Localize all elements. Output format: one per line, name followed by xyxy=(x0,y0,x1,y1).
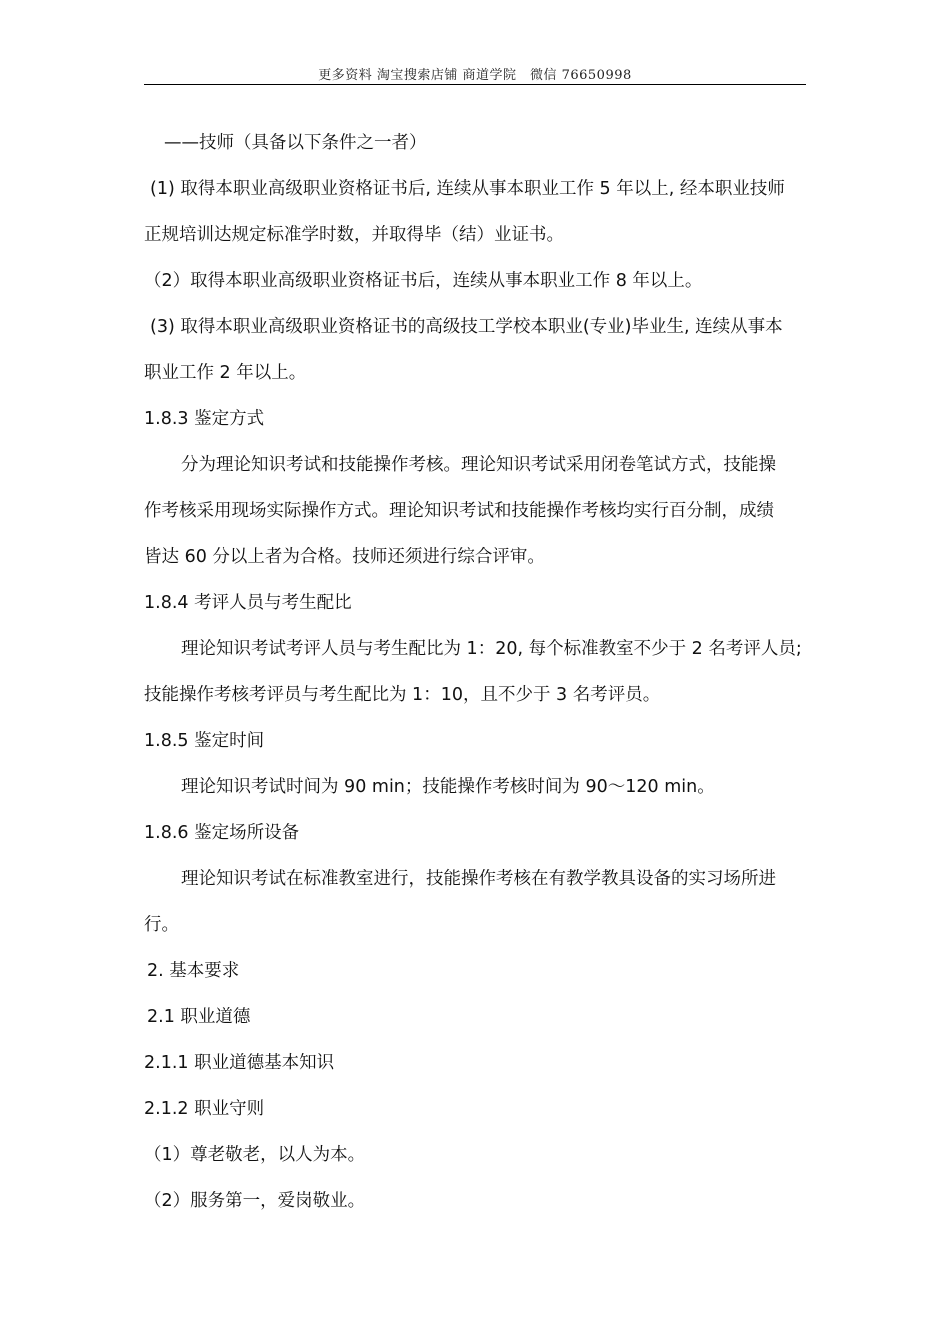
assessment-method-line-3: 皆达 60 分以上者为合格。技师还须进行综合评审。 xyxy=(144,547,545,567)
page-header: 更多资料 淘宝搜索店铺 商道学院 微信 76650998 xyxy=(318,68,632,83)
assessment-method-line-1: 分为理论知识考试和技能操作考核。理论知识考试采用闭卷笔试方式，技能操 xyxy=(181,455,776,475)
assessment-venue-line-1: 理论知识考试在标准教室进行，技能操作考核在有教学教具设备的实习场所进 xyxy=(181,869,776,889)
technician-conditions-heading: ——技师（具备以下条件之一者） xyxy=(164,133,427,153)
condition-3-line-1: (3) 取得本职业高级职业资格证书的高级技工学校本职业(专业)毕业生, 连续从事本 xyxy=(150,317,783,337)
assessment-venue-line-2: 行。 xyxy=(144,915,179,935)
assessment-time: 理论知识考试时间为 90 min；技能操作考核时间为 90～120 min。 xyxy=(181,777,715,797)
code-of-conduct-item-1: （1）尊老敬老，以人为本。 xyxy=(144,1145,366,1165)
section-2-1-1-heading: 2.1.1 职业道德基本知识 xyxy=(144,1053,335,1073)
section-1-8-5-heading: 1.8.5 鉴定时间 xyxy=(144,731,265,751)
code-of-conduct-item-2: （2）服务第一，爱岗敬业。 xyxy=(144,1191,366,1211)
examiner-ratio-line-1: 理论知识考试考评人员与考生配比为 1：20, 每个标准教室不少于 2 名考评人员; xyxy=(181,639,802,659)
section-2-1-heading: 2.1 职业道德 xyxy=(147,1007,251,1027)
section-2-1-2-heading: 2.1.2 职业守则 xyxy=(144,1099,265,1119)
assessment-method-line-2: 作考核采用现场实际操作方式。理论知识考试和技能操作考核均实行百分制，成绩 xyxy=(144,501,774,521)
header-divider xyxy=(144,84,806,85)
examiner-ratio-line-2: 技能操作考核考评员与考生配比为 1：10，且不少于 3 名考评员。 xyxy=(144,685,661,705)
condition-2: （2）取得本职业高级职业资格证书后，连续从事本职业工作 8 年以上。 xyxy=(144,271,703,291)
section-1-8-6-heading: 1.8.6 鉴定场所设备 xyxy=(144,823,300,843)
condition-1-line-1: (1) 取得本职业高级职业资格证书后, 连续从事本职业工作 5 年以上, 经本职业技师 xyxy=(150,179,785,199)
condition-1-line-2: 正规培训达规定标准学时数，并取得毕（结）业证书。 xyxy=(144,225,564,245)
section-2-heading: 2. 基本要求 xyxy=(147,961,240,981)
condition-3-line-2: 职业工作 2 年以上。 xyxy=(144,363,307,383)
section-1-8-3-heading: 1.8.3 鉴定方式 xyxy=(144,409,265,429)
document-body xyxy=(144,120,806,1224)
section-1-8-4-heading: 1.8.4 考评人员与考生配比 xyxy=(144,593,352,613)
